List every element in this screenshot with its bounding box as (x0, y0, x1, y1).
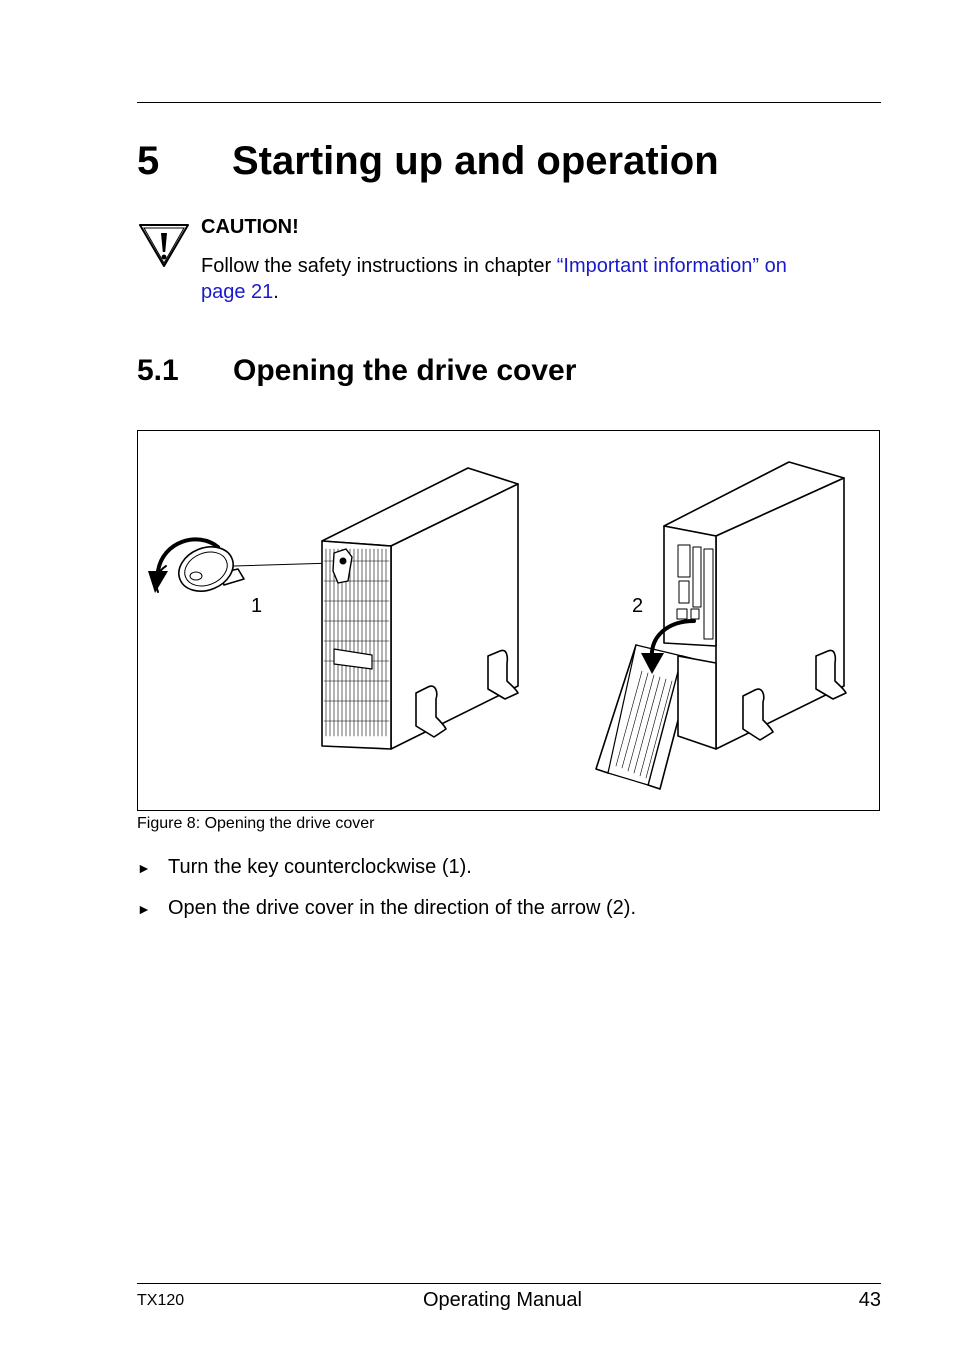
header-rule (137, 102, 881, 103)
caution-text-before: Follow the safety instructions in chapter (201, 255, 557, 277)
page-21-link[interactable]: page 21 (201, 281, 274, 303)
section-number: 5.1 (137, 354, 179, 387)
figure-label-1: 1 (251, 595, 263, 617)
page-number: 43 (858, 1289, 881, 1311)
warning-triangle-icon (137, 220, 191, 270)
important-information-link[interactable]: “Important information” on (556, 255, 787, 277)
section-title: Opening the drive cover (233, 354, 577, 387)
figure-frame (137, 430, 880, 811)
triangle-bullet-icon: ► (137, 901, 151, 917)
caution-title: CAUTION! (201, 216, 299, 238)
drive-cover-illustration (138, 431, 879, 810)
triangle-bullet-icon: ► (137, 860, 151, 876)
caution-text (201, 253, 861, 305)
figure-caption: Figure 8: Opening the drive cover (137, 815, 375, 832)
step-text: Open the drive cover in the direction of the arrow (2). (168, 897, 637, 919)
footer-product: TX120 (137, 1292, 185, 1309)
footer-rule (137, 1283, 881, 1284)
chapter-number: 5 (137, 139, 160, 183)
step-text: Turn the key counterclockwise (1). (168, 856, 472, 878)
figure-label-2: 2 (632, 595, 644, 617)
footer-title: Operating Manual (423, 1289, 582, 1311)
chapter-title: Starting up and operation (232, 139, 719, 183)
caution-text-after: . (273, 281, 279, 303)
